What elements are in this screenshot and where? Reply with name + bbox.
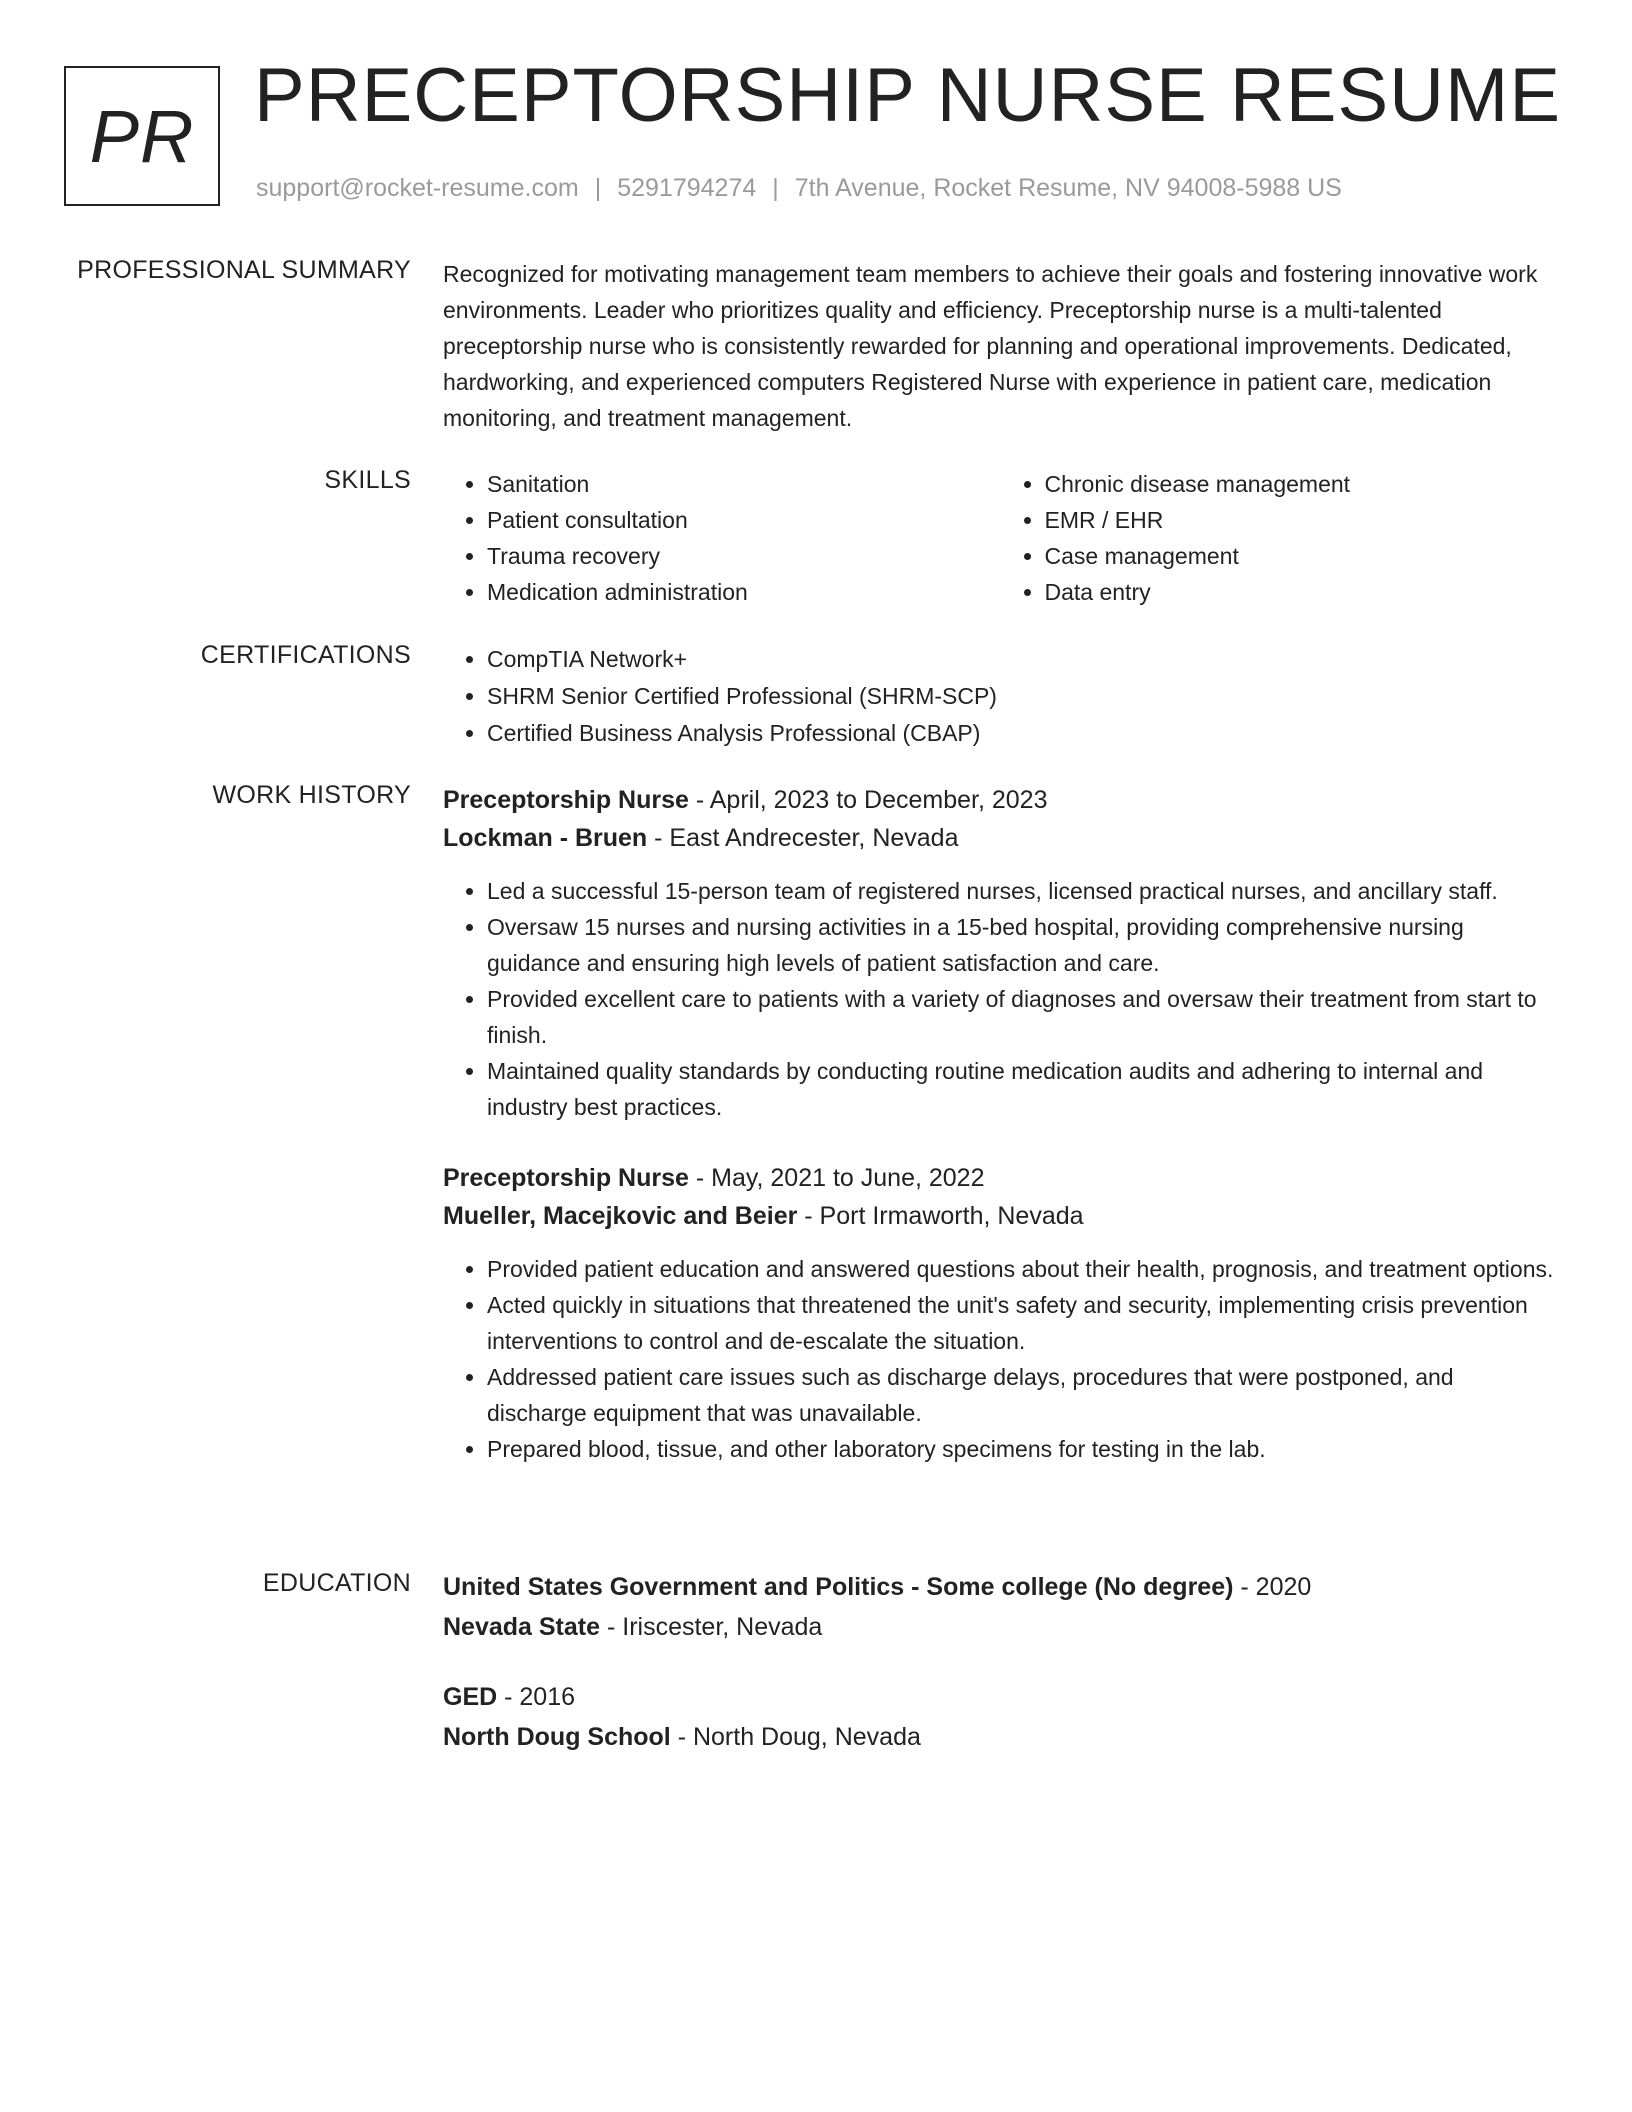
section-label-education: EDUCATION xyxy=(262,1569,411,1597)
certification-item: • Certified Business Analysis Professional (CBAP) xyxy=(487,715,1558,752)
education-year: - 2020 xyxy=(1233,1573,1312,1601)
education-school-line xyxy=(443,1607,1558,1647)
job-bullet: • Oversaw 15 nurses and nursing activities in a 15-bed hospital, providing comprehensive nursing guidance and ensuring high levels of patient satisfaction and care. xyxy=(487,909,1558,981)
education-location: - Iriscester, Nevada xyxy=(600,1613,823,1641)
job-bullet: • Led a successful 15-person team of registered nurses, licensed practical nurses, and ancillary staff. xyxy=(487,873,1558,909)
skill-item: • EMR / EHR xyxy=(1045,502,1559,538)
education-location: - North Doug, Nevada xyxy=(670,1723,921,1751)
contact-separator: | xyxy=(594,174,602,202)
job-location: - Port Irmaworth, Nevada xyxy=(797,1202,1084,1230)
skill-item: • Trauma recovery xyxy=(487,538,1001,574)
job-dates: - May, 2021 to June, 2022 xyxy=(688,1164,985,1192)
job-bullet: • Prepared blood, tissue, and other laboratory specimens for testing in the lab. xyxy=(487,1431,1558,1467)
certification-item: • SHRM Senior Certified Professional (SHRM-SCP) xyxy=(487,678,1558,715)
skill-item: • Sanitation xyxy=(487,466,1001,502)
education-school: North Doug School xyxy=(443,1723,671,1751)
education-body xyxy=(443,1567,1558,1787)
education-school-line xyxy=(443,1717,1558,1757)
job-bullet: • Provided excellent care to patients with a variety of diagnoses and oversaw their treatment from start to finish. xyxy=(487,981,1558,1053)
job-bullet: • Addressed patient care issues such as discharge delays, procedures that were postponed, and discharge equipment that was unavailable. xyxy=(487,1359,1558,1431)
contact-separator: | xyxy=(772,174,779,202)
skill-item: • Data entry xyxy=(1045,574,1559,610)
education-entry xyxy=(443,1567,1558,1647)
education-year: - 2016 xyxy=(497,1683,576,1711)
skill-item: • Case management xyxy=(1045,538,1559,574)
contact-line xyxy=(256,174,1342,203)
job-bullet-list xyxy=(443,1251,1558,1467)
section-label-certifications: CERTIFICATIONS xyxy=(200,641,411,669)
job-company: Lockman - Bruen xyxy=(443,824,648,852)
skills-grid xyxy=(443,466,1558,610)
education-degree-line xyxy=(443,1567,1558,1607)
section-label-work: WORK HISTORY xyxy=(212,781,411,809)
contact-address: 7th Avenue, Rocket Resume, NV 94008-5988 US xyxy=(794,174,1342,202)
section-label-skills: SKILLS xyxy=(324,466,411,494)
job-bullet: • Maintained quality standards by conducting routine medication audits and adhering to internal and industry best practices. xyxy=(487,1053,1558,1125)
education-degree: GED xyxy=(443,1683,498,1711)
education-school: Nevada State xyxy=(443,1613,601,1641)
job-title-line xyxy=(443,1159,1558,1197)
job-title: Preceptorship Nurse xyxy=(443,1164,689,1192)
contact-phone[interactable]: 5291794274 xyxy=(617,174,757,202)
skills-list-left xyxy=(443,466,1001,610)
education-degree-line xyxy=(443,1677,1558,1717)
resume-title: PRECEPTORSHIP NURSE RESUME xyxy=(254,53,1562,138)
education-degree: United States Government and Politics - Some college (No degree) xyxy=(443,1573,1234,1601)
skill-item: • Chronic disease management xyxy=(1045,466,1559,502)
monogram-badge xyxy=(64,66,220,206)
summary-text: Recognized for motivating management team members to achieve their goals and fostering innovative work environments. Leader who prioritizes quality and efficiency. Preceptorship nurse is a multi-talented preceptorship nurse who is consistently rewarded for planning and operational improvements. Dedicated, hardworking, and experienced computers Registered Nurse with experience in patient care, medication monitoring, and treatment management. xyxy=(443,261,1538,431)
certifications-body xyxy=(443,641,1558,752)
contact-email[interactable]: support@rocket-resume.com xyxy=(256,174,579,202)
job-bullet-list xyxy=(443,873,1558,1125)
certifications-list xyxy=(443,641,1558,752)
job-dates: - April, 2023 to December, 2023 xyxy=(688,786,1048,814)
job-title-line xyxy=(443,781,1558,819)
skill-item: • Patient consultation xyxy=(487,502,1001,538)
job-entry xyxy=(443,1159,1558,1467)
job-location: - East Andrecester, Nevada xyxy=(647,824,959,852)
monogram-text: PR xyxy=(89,94,195,178)
education-entry xyxy=(443,1677,1558,1757)
work-history-body xyxy=(443,781,1558,1501)
job-company-line xyxy=(443,819,1558,857)
job-bullet: • Provided patient education and answered questions about their health, prognosis, and treatment options. xyxy=(487,1251,1558,1287)
skill-item: • Medication administration xyxy=(487,574,1001,610)
skills-list-right xyxy=(1001,466,1559,610)
job-title: Preceptorship Nurse xyxy=(443,786,689,814)
certification-item: • CompTIA Network+ xyxy=(487,641,1558,678)
job-company-line xyxy=(443,1197,1558,1235)
summary-body xyxy=(443,256,1558,436)
job-bullet: • Acted quickly in situations that threatened the unit's safety and security, implementing crisis prevention interventions to control and de-escalate the situation. xyxy=(487,1287,1558,1359)
job-entry xyxy=(443,781,1558,1125)
job-company: Mueller, Macejkovic and Beier xyxy=(443,1202,798,1230)
section-label-summary: PROFESSIONAL SUMMARY xyxy=(77,256,411,284)
